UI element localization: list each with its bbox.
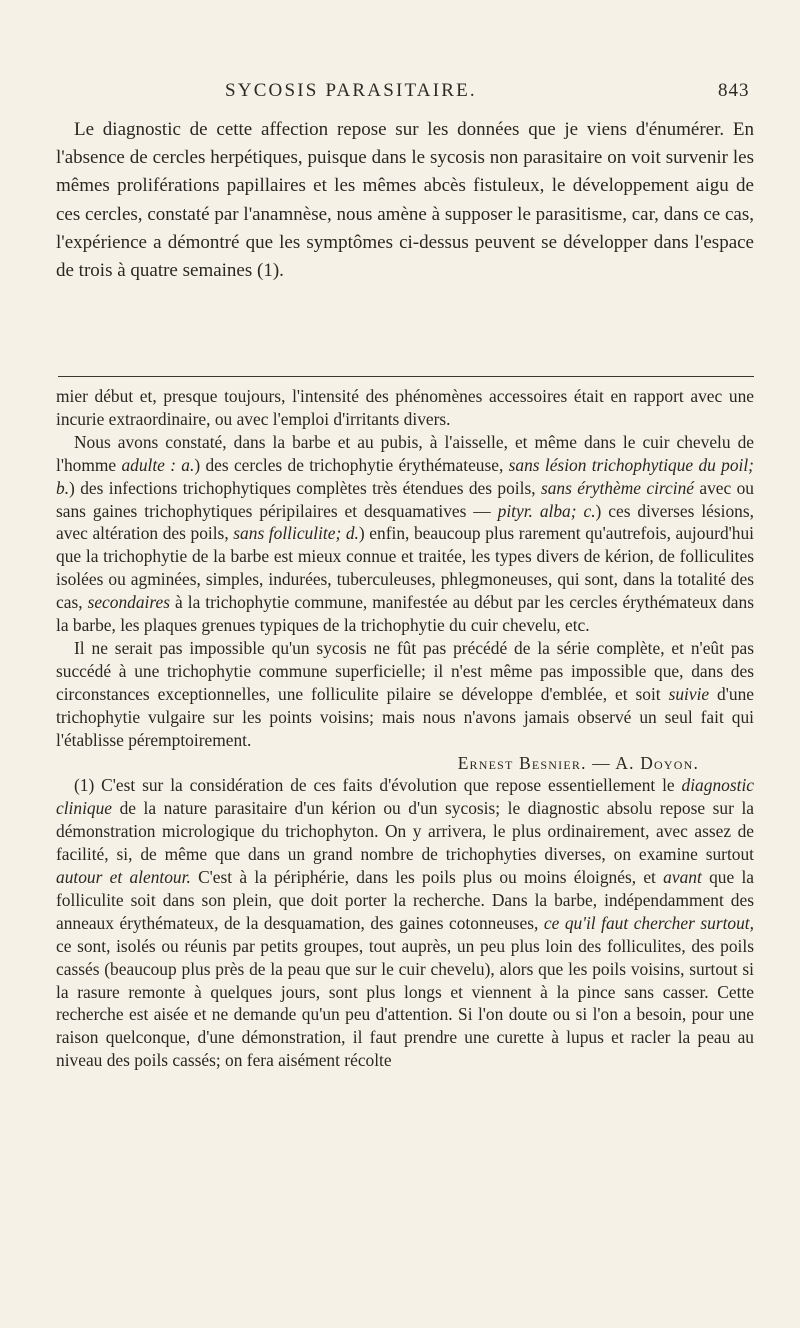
page-header [0,80,800,110]
footnote-rule [58,376,754,377]
note-continuation-paragraph: mier début et, presque toujours, l'intensité des phénomènes accessoires était en rapport avec une incurie extraordinaire, ou avec l'emploi d'irritants divers. [56,386,754,429]
note-paragraph-2: Nous avons constaté, dans la barbe et au pubis, à l'aisselle, et même dans le cuir chevelu de l'homme adulte : a.) des cercles de trichophytie érythémateuse, sans lésion trichophytique du poil; b.) des infections trichophytiques complètes très étendues des poils, sans érythème circiné avec ou sans gaines trichophytiques péripilaires et desquamatives — pityr. alba; c.) ces diverses lésions, avec altération des poils, sans folliculite; d.) enfin, beaucoup plus rarement qu'autrefois, aujourd'hui que la trichophytie de la barbe est mieux connue et traitée, les types divers de kérion, de folliculites isolées ou agminées, simples, indurées, tuberculeuses, phlegmoneuses, qui sont, dans la totalité des cas, secondaires à la trichophytie commune, manifestée au début par les cercles érythémateux dans la barbe, les plaques grenues typiques de la trichophytie du cuir chevelu, etc. [56,431,754,636]
main-paragraph: Le diagnostic de cette affection repose sur les données que je viens d'énumérer. En l'absence de cercles herpétiques, puisque dans le sycosis non parasitaire on voit survenir les mêmes proliférations papillaires et les mêmes abcès fistuleux, le développement aigu de ces cercles, constaté par l'anamnèse, nous amène à supposer le parasitisme, car, dans ce cas, l'expérience a démontré que les symptômes ci-dessus peuvent se développer dans l'espace de trois à quatre semaines (1). [56,119,754,282]
main-text [56,116,754,285]
footnote-1: (1) C'est sur la considération de ces faits d'évolution que repose essentiellement le diagnostic clinique de la nature parasitaire d'un kérion ou d'un sycosis; le diagnostic absolu repose sur la démonstration micrologique du trichophyton. On y arrivera, le plus ordinairement, avec assez de facilité, si, de même que dans un grand nombre de trichophyties diverses, on examine surtout autour et alentour. C'est à la périphérie, dans les poils plus ou moins éloignés, et avant que la folliculite soit dans son plein, que doit porter la recherche. Dans la barbe, indépendamment des anneaux érythémateux, de la desquamation, des gaines cotonneuses, ce qu'il faut chercher surtout, ce sont, isolés ou réunis par petits groupes, tout auprès, un peu plus loin des folliculites, des poils cassés (beaucoup plus près de la peau que sur le cuir chevelu), alors que les poils voisins, surtout si la rasure remonte à quelques jours, sont plus longs et viennent à la pince sans casser. Cette recherche est aisée et ne demande qu'un peu d'attention. Si l'on doute ou si l'on a besoin, pour une raison quelconque, d'une démonstration, il faut prendre une curette à lupus et racler la peau au niveau des poils cassés; on fera aisément récolte [56,775,754,1071]
note-paragraph-3: Il ne serait pas impossible qu'un sycosis ne fût pas précédé de la série complète, et n'eût pas succédé à une trichophytie commune superficielle; il n'est même pas impossible que, dans des circonstances exceptionnelles, une folliculite pilaire se développe d'emblée, et soit suivie d'une trichophytie vulgaire sur les points voisins; mais nous n'avons jamais observé un seul fait qui l'établisse péremptoirement. [56,637,755,750]
notes-block [56,385,754,1072]
running-head: SYCOSIS PARASITAIRE. [225,80,477,101]
page-number: 843 [718,80,750,101]
author-signature: Ernest Besnier. — A. Doyon. [457,752,699,773]
